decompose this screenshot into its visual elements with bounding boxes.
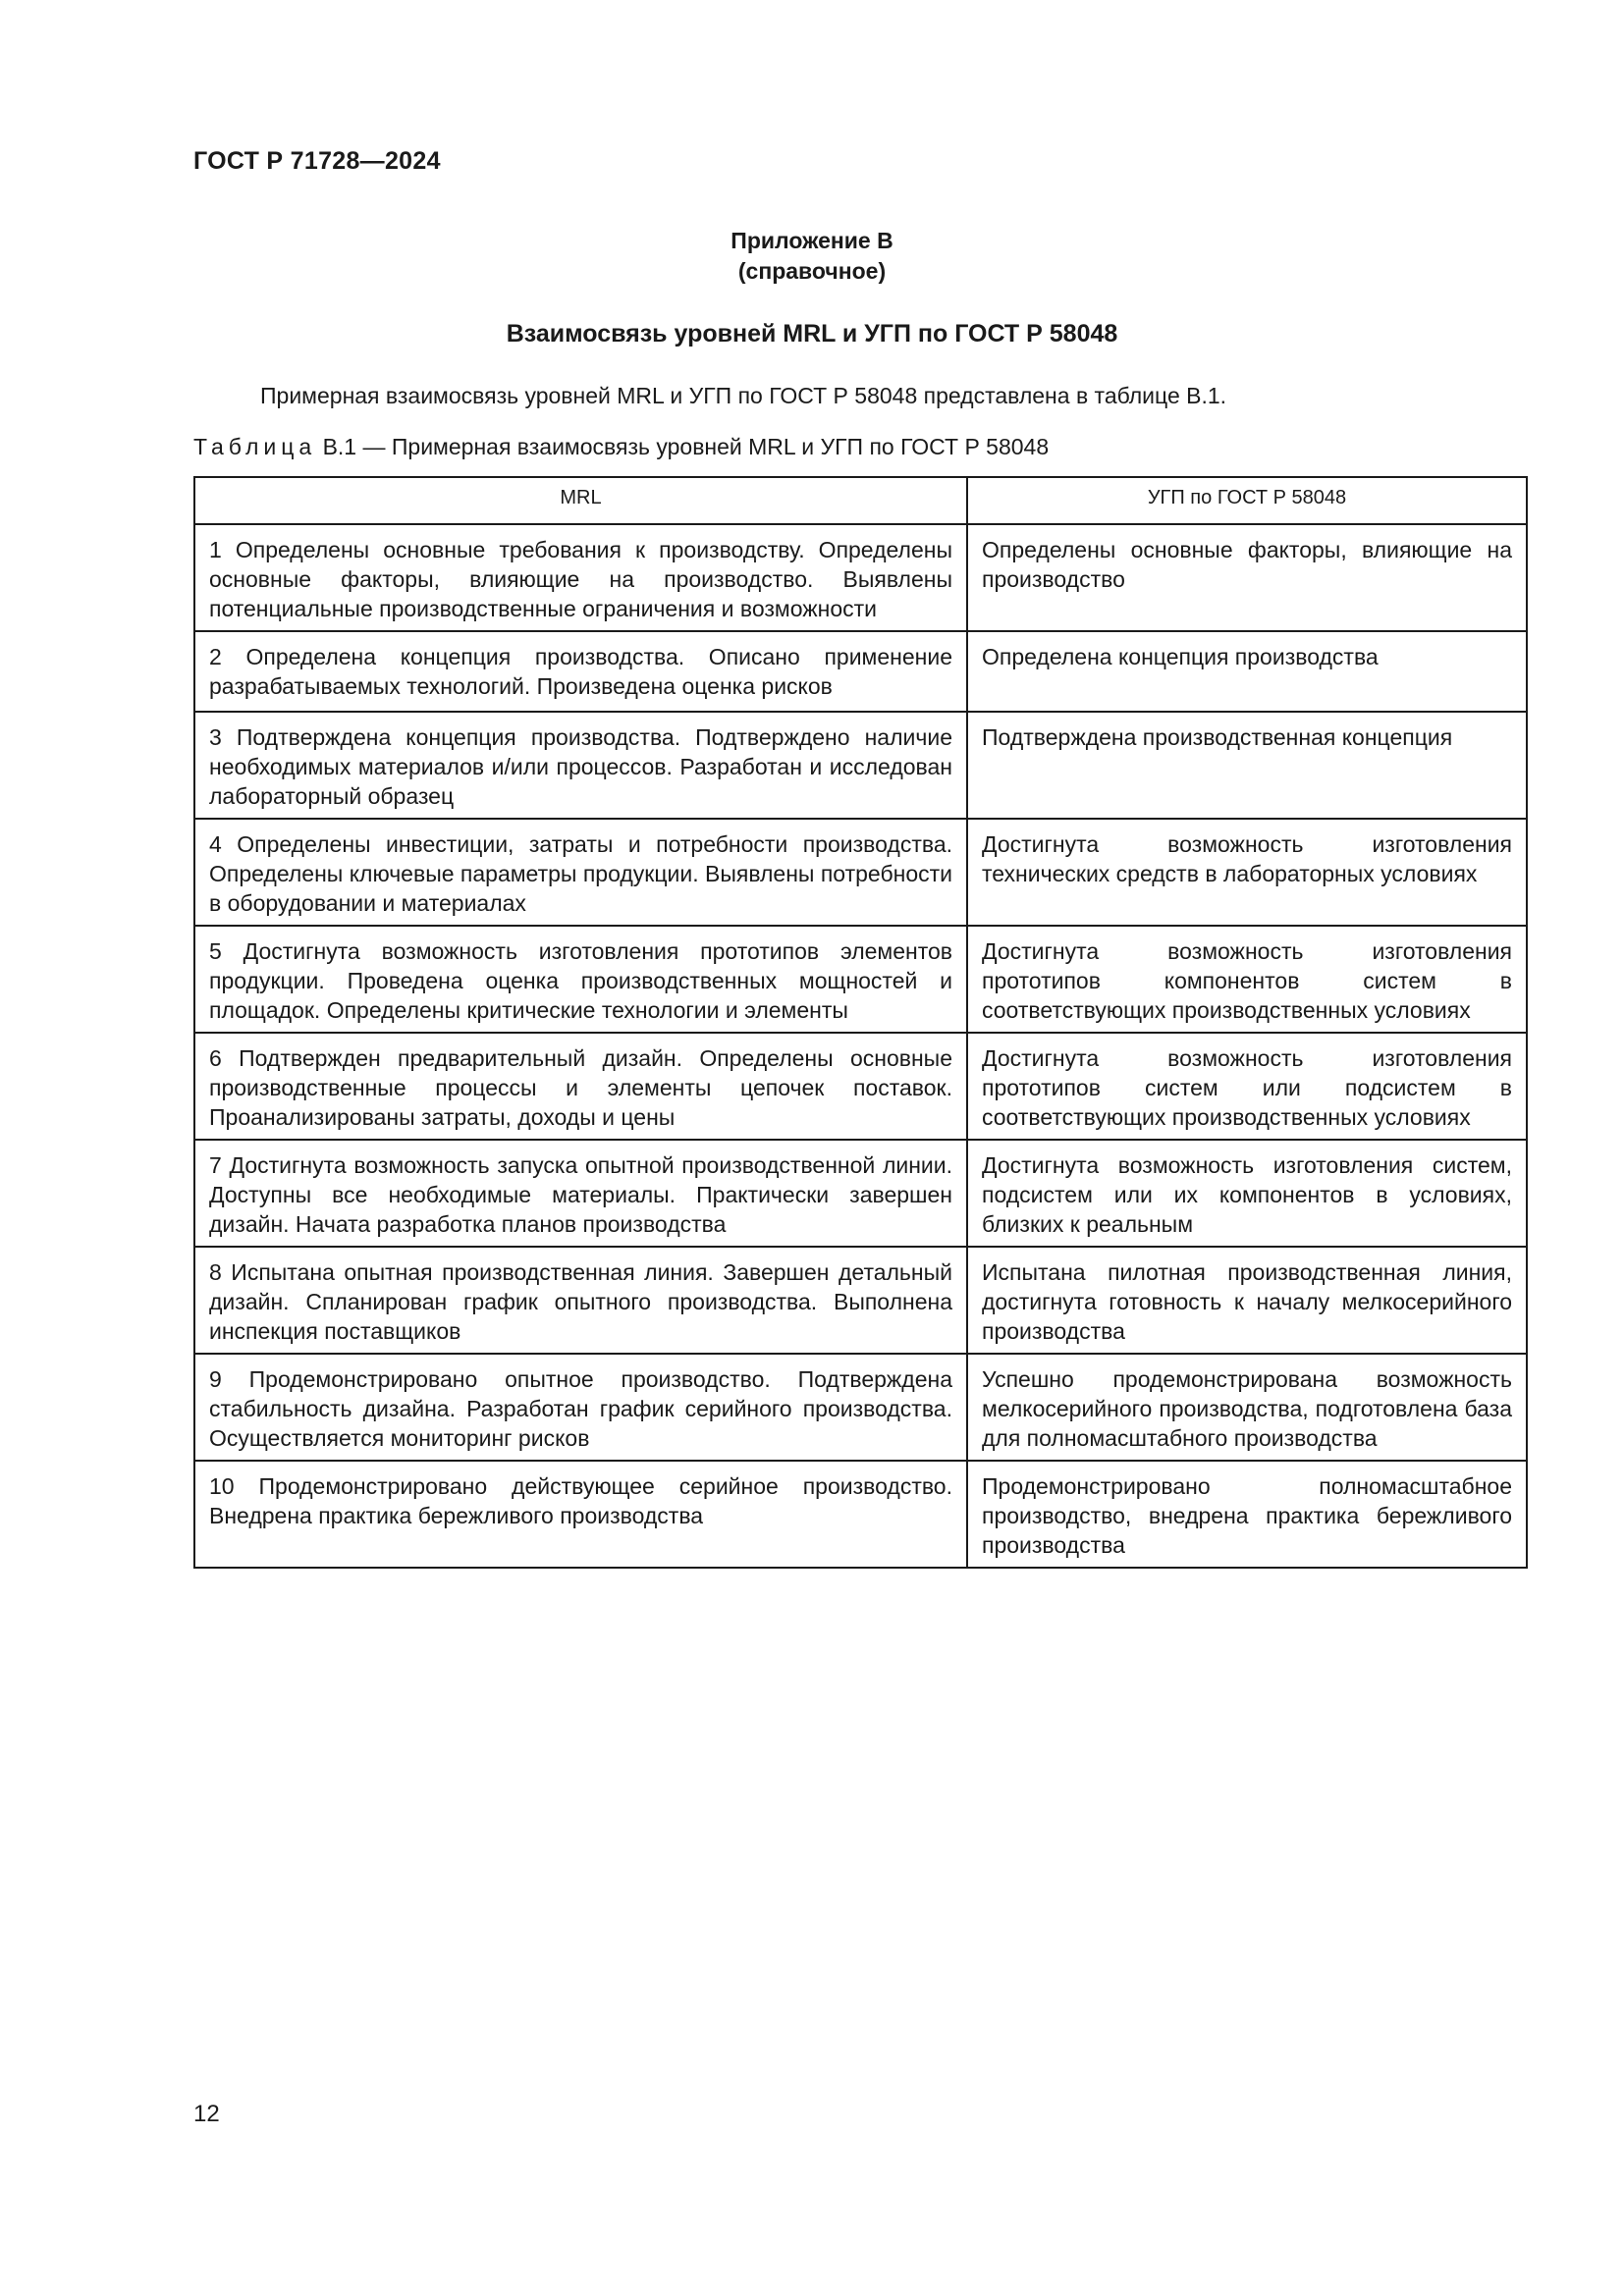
section-title: Взаимосвязь уровней MRL и УГП по ГОСТ Р 58048 [506, 320, 1118, 347]
mrl-cell: 4 Определены инвестиции, затраты и потребности производства. Определены ключевые параметры продукции. Выявлены потребности в оборудовании и материалах [194, 819, 967, 926]
ugp-cell: Испытана пилотная производственная линия, достигнута готовность к началу мелкосерийного производства [967, 1247, 1527, 1354]
mrl-cell: 10 Продемонстрировано действующее серийное производство. Внедрена практика бережливого производства [194, 1461, 967, 1568]
table-header-row [194, 477, 1527, 524]
table-row [194, 631, 1527, 712]
ugp-cell: Подтверждена производственная концепция [967, 712, 1527, 819]
mrl-cell: 6 Подтвержден предварительный дизайн. Определены основные производственные процессы и элементы цепочек поставок. Проанализированы затраты, доходы и цены [194, 1033, 967, 1140]
document-code: ГОСТ Р 71728—2024 [193, 147, 441, 175]
mrl-cell: 9 Продемонстрировано опытное производство. Подтверждена стабильность дизайна. Разработан график серийного производства. Осуществляется мониторинг рисков [194, 1354, 967, 1461]
appendix-heading [0, 226, 1624, 287]
ugp-cell: Определена концепция производства [967, 631, 1527, 712]
table-row [194, 1247, 1527, 1354]
ugp-cell: Достигнута возможность изготовления технических средств в лабораторных условиях [967, 819, 1527, 926]
column-header-ugp: УГП по ГОСТ Р 58048 [967, 477, 1527, 524]
ugp-cell: Достигнута возможность изготовления прототипов систем или подсистем в соответствующих производственных условиях [967, 1033, 1527, 1140]
mrl-cell: 3 Подтверждена концепция производства. Подтверждено наличие необходимых материалов и/или процессов. Разработан и исследован лабораторный образец [194, 712, 967, 819]
ugp-cell: Успешно продемонстрирована возможность мелкосерийного производства, подготовлена база для полномасштабного производства [967, 1354, 1527, 1461]
mrl-cell: 1 Определены основные требования к производству. Определены основные факторы, влияющие на производство. Выявлены потенциальные производственные ограничения и возможности [194, 524, 967, 631]
page-number: 12 [193, 2101, 220, 2127]
table-row [194, 1354, 1527, 1461]
table-caption [193, 434, 1049, 460]
table-caption-text: В.1 — Примерная взаимосвязь уровней MRL и УГП по ГОСТ Р 58048 [322, 434, 1050, 459]
mrl-cell: 7 Достигнута возможность запуска опытной производственной линии. Доступны все необходимые материалы. Практически завершен дизайн. Начата разработка планов производства [194, 1140, 967, 1247]
table-row [194, 1461, 1527, 1568]
intro-paragraph: Примерная взаимосвязь уровней MRL и УГП по ГОСТ Р 58048 представлена в таблице В.1. [260, 383, 1227, 408]
table-caption-prefix: Таблица [193, 434, 317, 459]
ugp-cell: Продемонстрировано полномасштабное производство, внедрена практика бережливого производства [967, 1461, 1527, 1568]
mrl-cell: 8 Испытана опытная производственная линия. Завершен детальный дизайн. Спланирован график опытного производства. Выполнена инспекция поставщиков [194, 1247, 967, 1354]
table-row [194, 712, 1527, 819]
table-row [194, 819, 1527, 926]
appendix-title: Приложение В [731, 228, 893, 253]
column-header-mrl: MRL [194, 477, 967, 524]
table-row [194, 524, 1527, 631]
ugp-cell: Достигнута возможность изготовления систем, подсистем или их компонентов в условиях, близких к реальным [967, 1140, 1527, 1247]
mrl-cell: 2 Определена концепция производства. Описано применение разрабатываемых технологий. Произведена оценка рисков [194, 631, 967, 712]
ugp-cell: Достигнута возможность изготовления прототипов компонентов систем в соответствующих производственных условиях [967, 926, 1527, 1033]
table-row [194, 1140, 1527, 1247]
table-row [194, 926, 1527, 1033]
mrl-cell: 5 Достигнута возможность изготовления прототипов элементов продукции. Проведена оценка производственных мощностей и площадок. Определены критические технологии и элементы [194, 926, 967, 1033]
mrl-ugp-table [193, 476, 1528, 1569]
appendix-note: (справочное) [737, 258, 887, 284]
table-row [194, 1033, 1527, 1140]
ugp-cell: Определены основные факторы, влияющие на производство [967, 524, 1527, 631]
